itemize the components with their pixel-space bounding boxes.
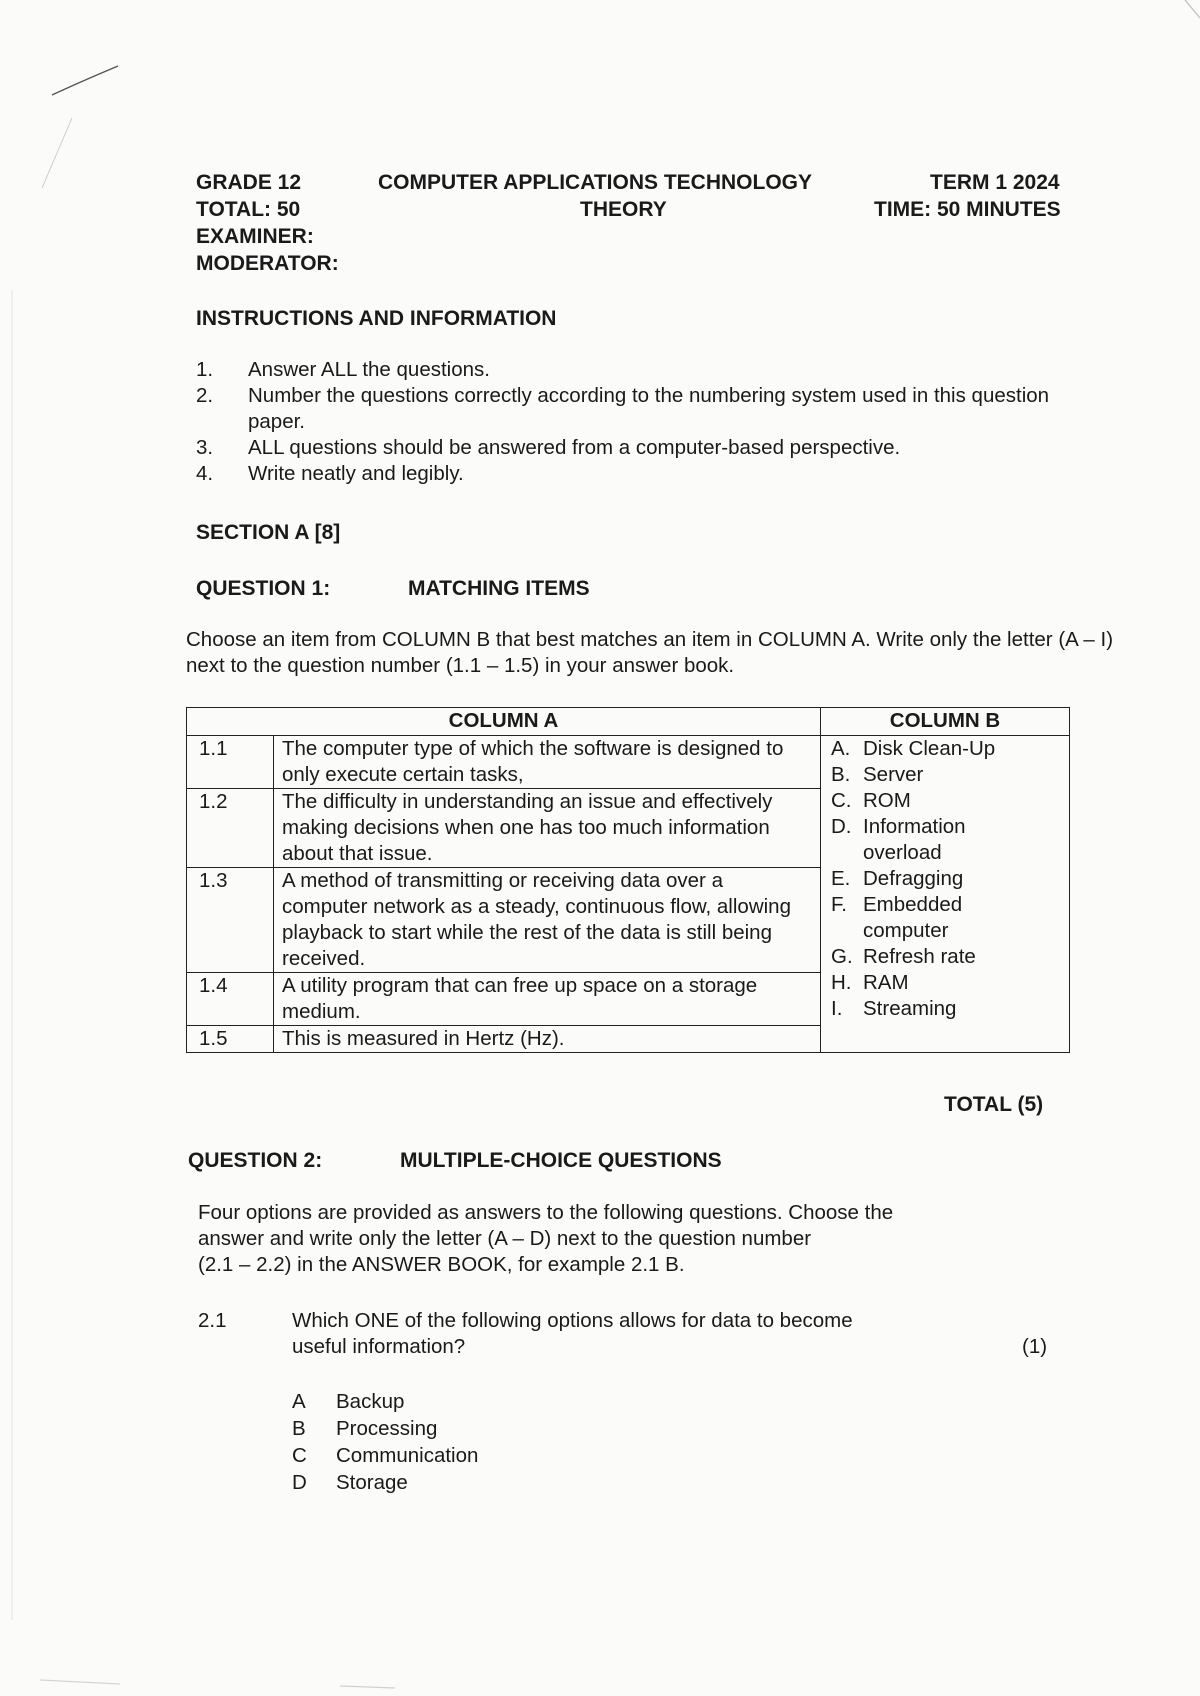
paper-title: THEORY xyxy=(580,198,667,221)
question-text: The difficulty in understanding an issue and effectively making decisions when one has too much information about that issue. xyxy=(274,789,821,868)
option-text: Storage xyxy=(336,1471,408,1494)
q1-title: MATCHING ITEMS xyxy=(408,577,590,600)
item-text: Number the questions correctly according to the numbering system used in this question paper. xyxy=(248,384,1050,433)
option-letter: B. xyxy=(831,763,851,786)
option-letter: F. xyxy=(831,893,847,916)
option-letter: A xyxy=(292,1390,306,1413)
option-item xyxy=(831,892,1061,944)
option-item xyxy=(831,762,1061,788)
q2-instruction-line2: answer and write only the letter (A – D) next to the question number xyxy=(198,1227,812,1250)
item-text: Write neatly and legibly. xyxy=(248,462,464,485)
option-text: Server xyxy=(863,763,924,786)
question-number: 1.1 xyxy=(187,736,274,789)
q2-instruction-line1: Four options are provided as answers to the following questions. Choose the xyxy=(198,1201,894,1224)
option-letter: I. xyxy=(831,997,843,1020)
option-item xyxy=(831,970,1061,996)
list-item xyxy=(196,461,1096,487)
examiner-label: EXAMINER: xyxy=(196,225,314,248)
option-text: RAM xyxy=(863,971,909,994)
item-number: 2. xyxy=(196,384,214,407)
option-item xyxy=(831,736,1061,762)
q2-label: QUESTION 2: xyxy=(188,1149,323,1172)
option-text: Information overload xyxy=(863,815,966,864)
option-text: ROM xyxy=(863,789,911,812)
question-text: This is measured in Hertz (Hz). xyxy=(274,1026,821,1053)
q2-title: MULTIPLE-CHOICE QUESTIONS xyxy=(400,1149,722,1172)
question-number: 1.3 xyxy=(187,868,274,973)
q21-marks: (1) xyxy=(1022,1335,1048,1358)
column-b-header: COLUMN B xyxy=(821,708,1070,736)
option-letter: H. xyxy=(831,971,852,994)
q21-text-line1: Which ONE of the following options allows for data to become xyxy=(292,1309,853,1332)
subject-title: COMPUTER APPLICATIONS TECHNOLOGY xyxy=(378,171,813,194)
option-text: Defragging xyxy=(863,867,964,890)
question-number: 1.5 xyxy=(187,1026,274,1053)
q21-options xyxy=(292,1388,478,1496)
q1-total: TOTAL (5) xyxy=(944,1093,1044,1116)
question-text: The computer type of which the software is designed to only execute certain tasks, xyxy=(274,736,821,789)
list-item xyxy=(292,1388,478,1415)
matching-table xyxy=(186,707,1070,1053)
q21-number: 2.1 xyxy=(198,1309,227,1332)
table-row xyxy=(187,736,1070,789)
q1-label: QUESTION 1: xyxy=(196,577,331,600)
option-item xyxy=(831,788,1061,814)
option-letter: A. xyxy=(831,737,851,760)
list-item xyxy=(292,1469,478,1496)
item-text: ALL questions should be answered from a computer-based perspective. xyxy=(248,436,901,459)
list-item xyxy=(196,357,1096,383)
moderator-label: MODERATOR: xyxy=(196,252,339,275)
item-number: 4. xyxy=(196,462,214,485)
option-item xyxy=(831,866,1061,892)
list-item xyxy=(196,435,1096,461)
q21-text-line2: useful information? xyxy=(292,1335,466,1358)
option-letter: C. xyxy=(831,789,852,812)
q2-instruction-line3: (2.1 – 2.2) in the ANSWER BOOK, for example 2.1 B. xyxy=(198,1253,685,1276)
column-a-header: COLUMN A xyxy=(187,708,821,736)
option-letter: B xyxy=(292,1417,306,1440)
list-item xyxy=(292,1415,478,1442)
item-number: 3. xyxy=(196,436,214,459)
section-a-heading: SECTION A [8] xyxy=(196,521,341,544)
instructions-heading: INSTRUCTIONS AND INFORMATION xyxy=(196,307,557,330)
item-number: 1. xyxy=(196,358,214,381)
question-text: A utility program that can free up space on a storage medium. xyxy=(274,973,821,1026)
option-text: Communication xyxy=(336,1444,479,1467)
grade-label: GRADE 12 xyxy=(196,171,302,194)
option-text: Backup xyxy=(336,1390,405,1413)
question-text: A method of transmitting or receiving data over a computer network as a steady, continuous flow, allowing playback to start while the rest of the data is still being received. xyxy=(274,868,821,973)
option-letter: D. xyxy=(831,815,852,838)
term-label: TERM 1 2024 xyxy=(930,171,1060,194)
list-item xyxy=(196,383,1096,435)
option-text: Processing xyxy=(336,1417,438,1440)
question-number: 1.2 xyxy=(187,789,274,868)
column-b-options xyxy=(821,736,1070,1053)
option-letter: G. xyxy=(831,945,853,968)
option-text: Embedded computer xyxy=(863,893,963,942)
option-text: Disk Clean-Up xyxy=(863,737,996,760)
option-item xyxy=(831,814,1061,866)
instructions-list xyxy=(196,357,1096,487)
time-label: TIME: 50 MINUTES xyxy=(874,198,1061,221)
option-letter: D xyxy=(292,1471,307,1494)
option-item xyxy=(831,944,1061,970)
option-text: Refresh rate xyxy=(863,945,976,968)
option-letter: E. xyxy=(831,867,851,890)
list-item xyxy=(292,1442,478,1469)
question-number: 1.4 xyxy=(187,973,274,1026)
option-text: Streaming xyxy=(863,997,957,1020)
option-item xyxy=(831,996,1061,1022)
item-text: Answer ALL the questions. xyxy=(248,358,490,381)
q1-instruction: Choose an item from COLUMN B that best matches an item in COLUMN A. Write only the letter (A – I) next to the question number (1.1 – 1.5) in your answer book. xyxy=(186,628,1114,677)
total-label: TOTAL: 50 xyxy=(196,198,301,221)
option-letter: C xyxy=(292,1444,307,1467)
